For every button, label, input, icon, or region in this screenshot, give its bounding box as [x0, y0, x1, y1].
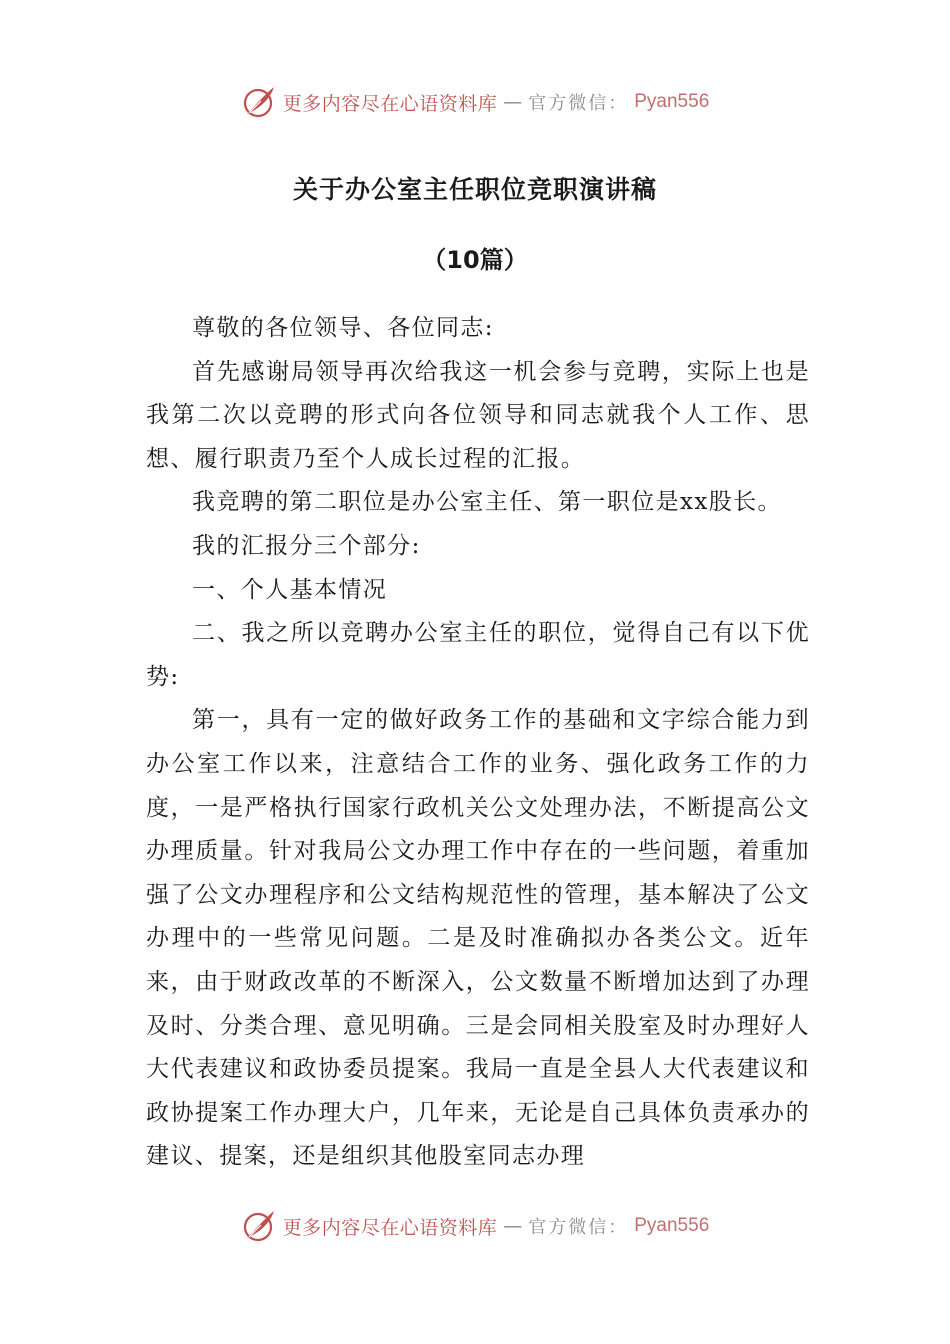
header-watermark [0, 84, 950, 120]
document-title: 关于办公室主任职位竞职演讲稿 [292, 175, 657, 204]
watermark-id: Pyan556 [634, 1215, 710, 1236]
paragraph: 我竞聘的第二职位是办公室主任、第一职位是xx股长。 [192, 489, 782, 516]
paragraph: 二、我之所以竞聘办公室主任的职位，觉得自己有以下优势: [146, 620, 810, 690]
document-subtitle: （10篇） [422, 246, 528, 274]
paragraph: 一、个人基本情况 [192, 576, 388, 603]
watermark-brand: 更多内容尽在心语资料库 [282, 1216, 498, 1239]
watermark-dash: — [503, 91, 523, 113]
paragraph: 第一，具有一定的做好政务工作的基础和文字综合能力到办公室工作以来，注意结合工作的业务、强化政务工作的力度，一是严格执行国家行政机关公文处理办法，不断提高公文办理质量。针对我局公文办理工作中存在的一些问题，着重加强了公文办理程序和公文结构规范性的管理，基本解决了公文办理中的一些常见问题。二是及时准确拟办各类公文。近年来，由于财政改革的不断深入，公文数量不断增加达到了办理及时、分类合理、意见明确。三是会同相关股室及时办理好人大代表建议和政协委员提案。我局一直是全县人大代表建议和政协提案工作办理大户，几年来，无论是自己具体负责承办的建议、提案，还是组织其他股室同志办理 [146, 707, 810, 1170]
paragraph: 首先感谢局领导再次给我这一机会参与竞聘，实际上也是我第二次以竞聘的形式向各位领导和同志就我个人工作、思想、履行职责乃至个人成长过程的汇报。 [146, 358, 810, 472]
paragraph: 我的汇报分三个部分: [192, 532, 421, 559]
watermark-brand: 更多内容尽在心语资料库 [282, 92, 498, 115]
watermark-official: 官方微信： [528, 1217, 629, 1238]
feather-pen-logo-icon [241, 84, 277, 120]
watermark-id: Pyan556 [634, 91, 710, 112]
paragraph: 尊敬的各位领导、各位同志: [192, 315, 494, 341]
feather-pen-logo-icon [241, 1208, 277, 1244]
watermark-official: 官方微信： [528, 93, 629, 114]
document-body [146, 307, 810, 1179]
footer-watermark [0, 1208, 950, 1244]
watermark-dash: — [503, 1215, 523, 1237]
